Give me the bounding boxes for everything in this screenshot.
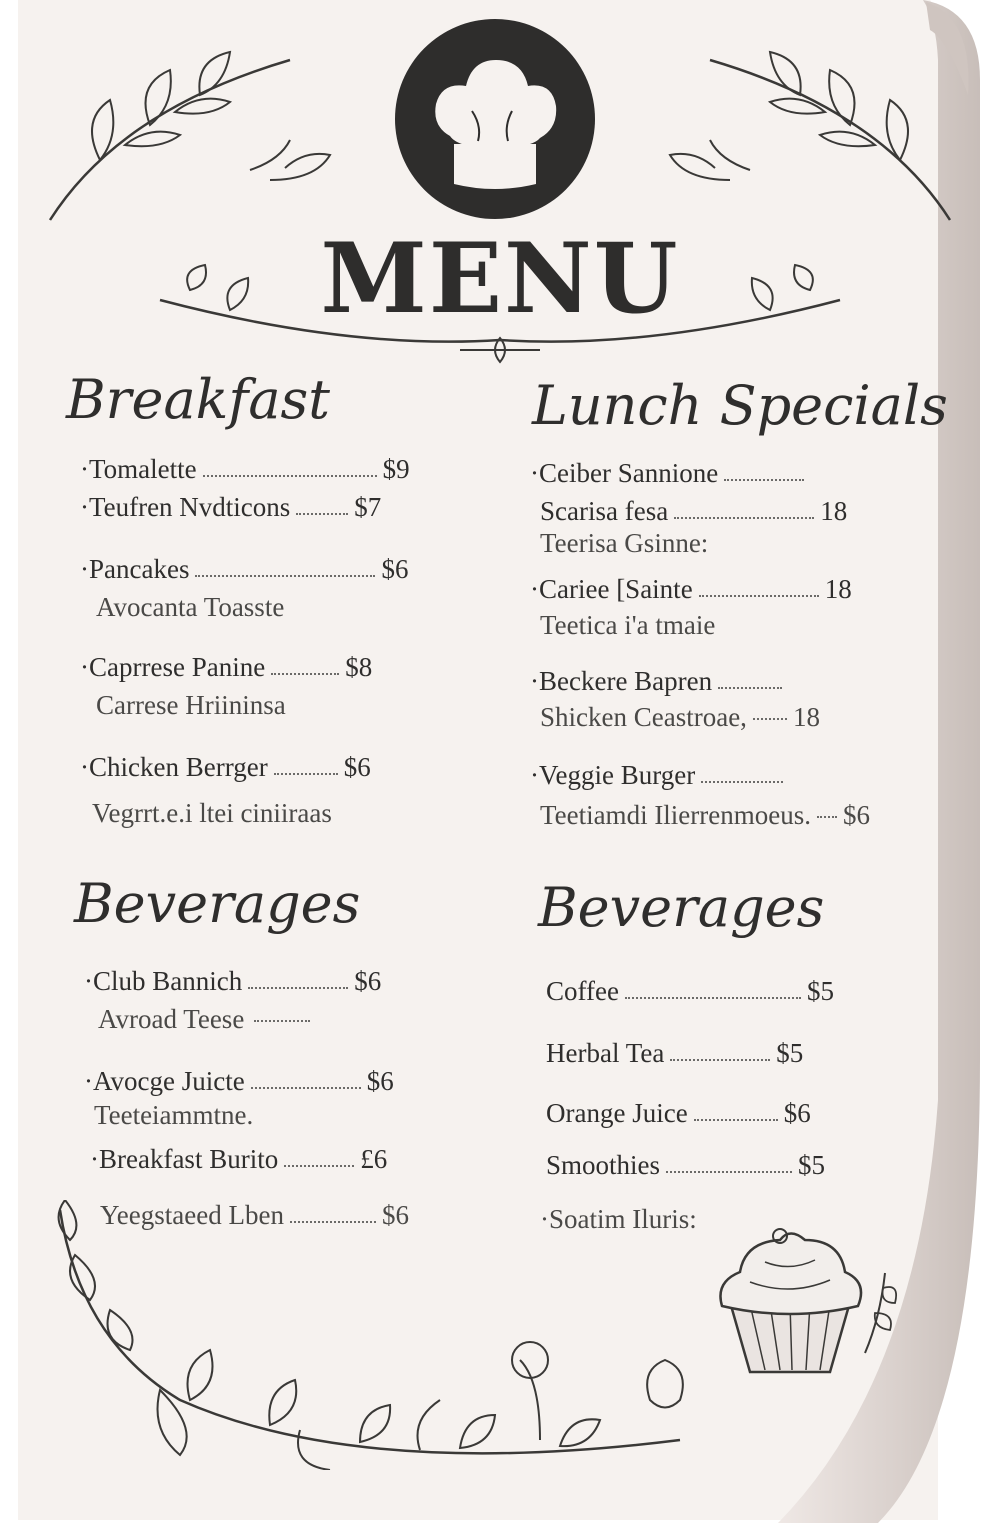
menu-item (80, 750, 371, 784)
item-name: ·Pancakes (80, 554, 190, 584)
menu-item (530, 758, 789, 792)
item-price: $6 (783, 1098, 811, 1128)
item-name: ·Beckere Bapren (530, 666, 713, 696)
menu-item (530, 664, 788, 698)
menu-item (80, 452, 410, 486)
section-title-beverages: Beverages (538, 876, 825, 939)
item-description-text: Teetiamdi Ilierrenmoeus. (540, 800, 812, 830)
menu-item (80, 490, 381, 524)
item-price: $6 (354, 966, 382, 996)
leaf-vine-icon (660, 40, 960, 230)
item-description: Teeteiammtne. (94, 1100, 254, 1130)
page-title: MENU (320, 222, 680, 335)
item-price: 18 (792, 702, 820, 732)
section-title-lunch: Lunch Specials (532, 374, 948, 437)
section-title-breakfast: Breakfast (66, 368, 330, 431)
menu-item (530, 456, 810, 490)
item-description: Avocanta Toasste (96, 592, 285, 622)
item-price: $7 (354, 492, 382, 522)
section-title-beverages: Beverages (74, 872, 361, 935)
item-price: $5 (798, 1150, 826, 1180)
item-name: ·Tomalette (80, 454, 197, 484)
item-name: ·Veggie Burger (530, 760, 696, 790)
item-name: Herbal Tea (546, 1038, 665, 1068)
item-description: Vegrrt.e.i ltei ciniiraas (92, 798, 332, 828)
item-price: $5 (806, 976, 834, 1006)
item-price: $6 (381, 554, 409, 584)
item-name: ·Caprrese Panine (80, 652, 266, 682)
menu-item (540, 494, 847, 528)
item-price: $6 (366, 1066, 394, 1096)
item-name: Smoothies (546, 1150, 661, 1180)
cupcake-icon (710, 1222, 870, 1382)
item-price: 18 (824, 574, 852, 604)
item-name: ·Avocge Juicte (84, 1066, 245, 1096)
item-description (540, 798, 870, 832)
item-price: $6 (343, 752, 371, 782)
menu-item (546, 1096, 811, 1130)
item-description: Carrese Hriininsa (96, 690, 286, 720)
item-description-text: Avroad Teese (98, 1004, 245, 1034)
menu-item (80, 552, 408, 586)
item-name: ·Club Bannich (84, 966, 243, 996)
item-name: ·Ceiber Sannione (530, 458, 719, 488)
chef-hat-icon (392, 16, 598, 222)
item-price: 18 (820, 496, 848, 526)
menu-item (84, 964, 381, 998)
item-name: Scarisa fesa (540, 496, 669, 526)
item-price: $5 (776, 1038, 804, 1068)
item-name: ·Teufren Nvdticons (80, 492, 291, 522)
leaf-vine-icon (40, 40, 340, 230)
menu-item (530, 572, 852, 606)
item-name: ·Cariee [Sainte (530, 574, 693, 604)
menu-item (90, 1142, 387, 1176)
item-description: Teetica i'a tmaie (540, 610, 716, 640)
item-description (98, 1002, 320, 1036)
item-name: ·Breakfast Burito (90, 1144, 279, 1174)
item-description-text: Shicken Ceastroae, (540, 702, 747, 732)
item-description (540, 700, 820, 734)
item-price: $8 (345, 652, 373, 682)
item-description: Teerisa Gsinne: (540, 528, 709, 558)
flourish-divider-icon (150, 260, 850, 370)
item-price: $6 (843, 800, 871, 830)
leaf-sprig-icon (855, 1268, 905, 1358)
menu-item (84, 1064, 394, 1098)
item-price: £6 (360, 1144, 388, 1174)
leaf-vine-icon (40, 1200, 740, 1470)
menu-item (80, 650, 372, 684)
menu-item (546, 1036, 803, 1070)
item-name: ·Chicken Berrger (80, 752, 268, 782)
menu-item (546, 1148, 825, 1182)
item-price: $9 (382, 454, 410, 484)
item-description: ·Soatim Iluris: (540, 1204, 697, 1234)
item-name: Orange Juice (546, 1098, 688, 1128)
item-name: Yeegstaeed Lben (100, 1200, 284, 1230)
item-name: Coffee (546, 976, 619, 1006)
item-price: $6 (381, 1200, 409, 1230)
menu-item (546, 974, 834, 1008)
